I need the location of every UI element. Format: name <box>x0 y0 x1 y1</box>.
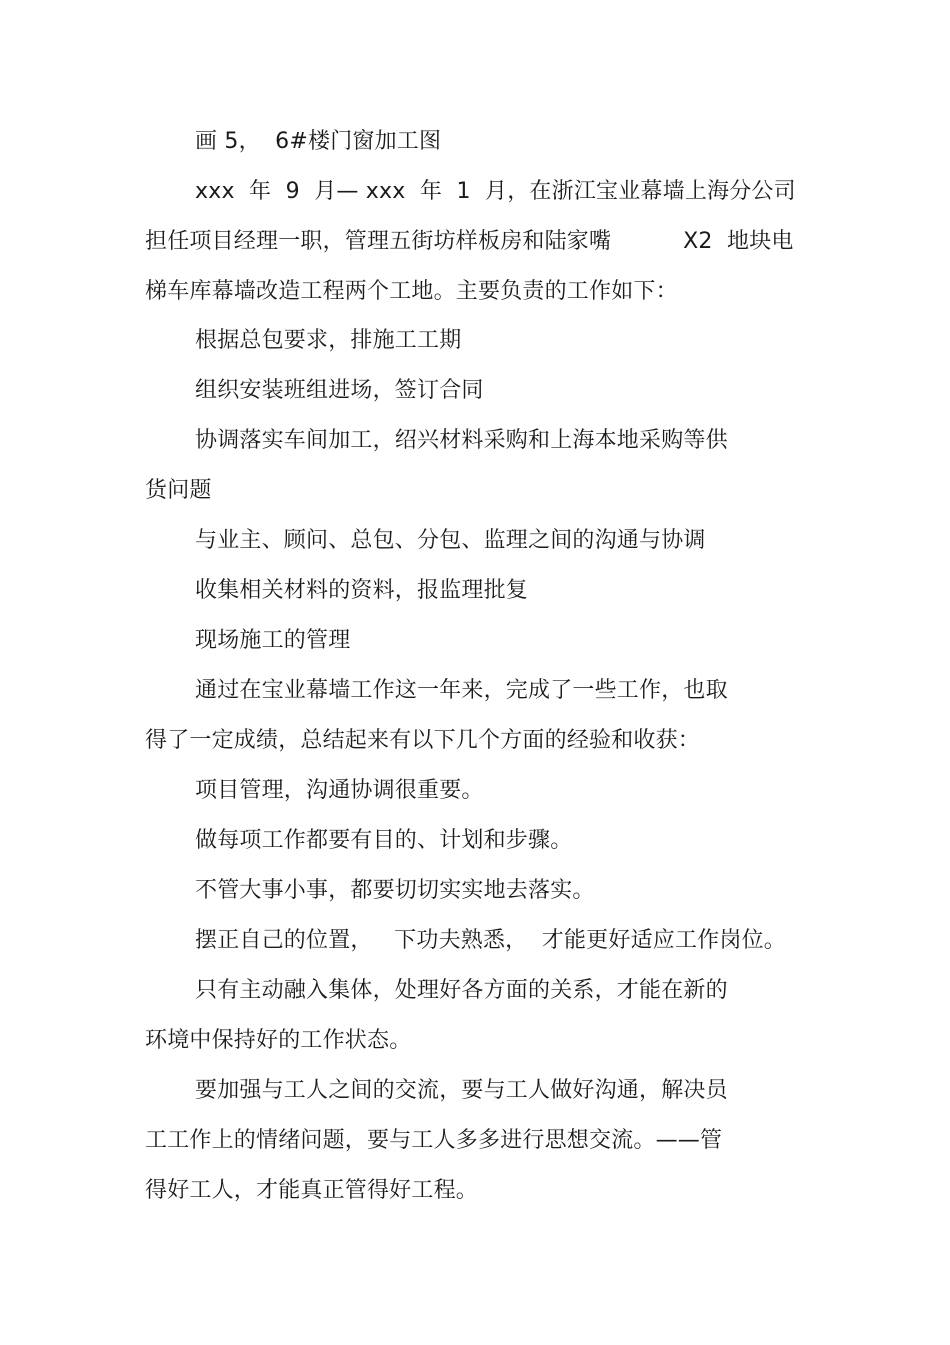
text-line: 得了一定成绩，总结起来有以下几个方面的经验和收获： <box>145 728 701 753</box>
text-line: 摆正自己的位置， 下功夫熟悉， 才能更好适应工作岗位。 <box>195 928 786 953</box>
text-line: 环境中保持好的工作状态。 <box>145 1028 412 1053</box>
text-line: 只有主动融入集体，处理好各方面的关系，才能在新的 <box>195 978 728 1003</box>
text-line: 不管大事小事，都要切切实实地去落实。 <box>195 878 595 903</box>
text-line: 做每项工作都要有目的、计划和步骤。 <box>195 828 573 853</box>
text-line: 组织安装班组进场，签订合同 <box>195 378 484 403</box>
text-line: 工工作上的情绪问题，要与工人多多进行思想交流。——管 <box>145 1128 723 1153</box>
text-line: 收集相关材料的资料，报监理批复 <box>195 578 529 603</box>
text-line: 梯车库幕墙改造工程两个工地。主要负责的工作如下： <box>145 279 678 304</box>
text-line: 与业主、顾问、总包、分包、监理之间的沟通与协调 <box>195 528 706 553</box>
text-line: 项目管理，沟通协调很重要。 <box>195 778 484 803</box>
text-line: 协调落实车间加工，绍兴材料采购和上海本地采购等供 <box>195 428 728 453</box>
text-line: 通过在宝业幕墙工作这一年来，完成了一些工作，也取 <box>195 678 728 703</box>
text-line: 画 5， 6#楼门窗加工图 <box>195 129 442 154</box>
text-line: 要加强与工人之间的交流，要与工人做好沟通，解决员 <box>195 1078 728 1103</box>
text-line: xxx 年 9 月— xxx 年 1 月，在浙江宝业幕墙上海分公司 <box>195 179 796 204</box>
text-line: 担任项目经理一职，管理五街坊样板房和陆家嘴 X2 地块电 <box>145 229 794 254</box>
text-line: 货问题 <box>145 478 212 503</box>
text-line: 得好工人，才能真正管得好工程。 <box>145 1178 479 1203</box>
text-line: 现场施工的管理 <box>195 628 351 653</box>
text-line: 根据总包要求，排施工工期 <box>195 328 462 353</box>
